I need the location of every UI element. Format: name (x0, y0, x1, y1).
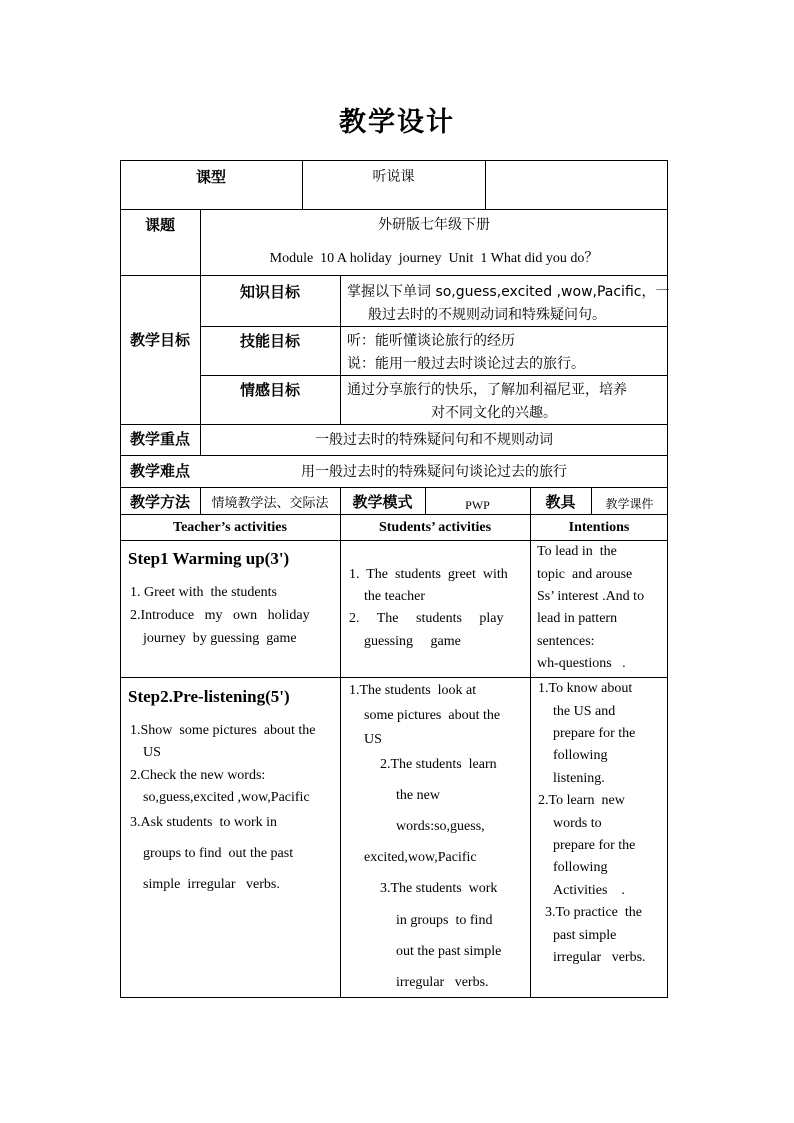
difficulty-value: 用一般过去时的特殊疑问句谈论过去的旅行 (301, 464, 567, 480)
step2-student-line: US (364, 732, 382, 747)
step1-intention-line: sentences: (537, 634, 595, 649)
course-type-value: 听说课 (372, 169, 415, 185)
step2-teacher-line: US (143, 745, 161, 760)
skill-goal-line-1: 听：能听懂谈论旅行的经历 (347, 333, 515, 349)
skill-goal-label: 技能目标 (239, 332, 300, 350)
step1-intention-line: Ss’ interest .And to (537, 589, 645, 604)
step1-intention-line: To lead in the (537, 544, 617, 559)
step2-student-line: out the past simple (396, 944, 502, 959)
method-value: 情境教学法、交际法 (211, 496, 329, 511)
tool-value: 教学课件 (605, 497, 654, 511)
objectives-label: 教学目标 (129, 331, 190, 349)
step1-intention-line: wh-questions . (537, 656, 626, 671)
step2-intention-line: following (553, 860, 608, 875)
step2-student-line: excited,wow,Pacific (364, 850, 477, 865)
step2-student-line: 2.The students learn (380, 757, 497, 772)
key-point-value: 一般过去时的特殊疑问句和不规则动词 (315, 432, 553, 448)
method-label: 教学方法 (129, 493, 190, 511)
mode-label: 教学模式 (352, 493, 413, 511)
step1-student-line: the teacher (364, 589, 426, 604)
step1-student-line: 2. The students play (349, 611, 504, 626)
key-point-label: 教学重点 (129, 430, 190, 448)
step1-intention-line: lead in pattern (537, 611, 618, 626)
step2-intention-line: following (553, 748, 608, 763)
col-divider (485, 160, 486, 209)
step1-intention-line: topic and arouse (537, 567, 633, 582)
col-divider (340, 487, 341, 998)
step2-teacher-line: groups to find out the past (143, 846, 294, 861)
step2-student-line: irregular verbs. (396, 975, 489, 990)
step2-intention-line: the US and (553, 704, 616, 719)
step1-student-line: 1. The students greet with (349, 567, 508, 582)
step2-intention-line: 1.To know about (538, 681, 633, 696)
step1-teacher-line: 1. Greet with the students (130, 585, 277, 600)
intentions-header: Intentions (568, 520, 630, 535)
step1-teacher-line: journey by guessing game (143, 631, 297, 646)
step2-intention-line: 2.To learn new (538, 793, 625, 808)
row-divider (120, 209, 668, 210)
col-divider (340, 275, 341, 424)
step2-title: Step2.Pre-listening(5') (128, 687, 290, 706)
emotion-goal-label: 情感目标 (239, 381, 300, 399)
tool-label: 教具 (545, 493, 576, 511)
step2-teacher-line: 1.Show some pictures about the (130, 723, 316, 738)
step2-intention-line: prepare for the (553, 838, 636, 853)
topic-line-2: Module 10 A holiday journey Unit 1 What did you do？ (269, 251, 599, 266)
step2-teacher-line: so,guess,excited ,wow,Pacific (143, 790, 310, 805)
row-divider (200, 375, 668, 376)
step2-student-line: 1.The students look at (349, 683, 477, 698)
emotion-goal-line-2: 对不同文化的兴趣。 (431, 405, 557, 421)
row-divider (200, 326, 668, 327)
course-type-label: 课型 (195, 168, 226, 186)
step2-teacher-line: simple irregular verbs. (143, 877, 280, 892)
step2-student-line: 3.The students work (380, 881, 498, 896)
mode-value: PWP (465, 498, 490, 512)
skill-goal-line-2: 说：能用一般过去时谈论过去的旅行。 (347, 356, 585, 372)
step2-student-line: some pictures about the (364, 708, 501, 723)
step2-teacher-line: 3.Ask students to work in (130, 815, 277, 830)
step2-intention-line: 3.To practice the (545, 905, 642, 920)
step2-intention-line: past simple (553, 928, 617, 943)
row-divider (120, 275, 668, 276)
step1-title: Step1 Warming up(3') (128, 549, 290, 568)
step2-student-line: words:so,guess, (396, 819, 485, 834)
topic-line-1: 外研版七年级下册 (378, 217, 490, 233)
knowledge-goal-label: 知识目标 (239, 283, 300, 301)
col-divider (530, 487, 531, 998)
difficulty-label: 教学难点 (129, 462, 190, 480)
step2-student-line: in groups to find (396, 913, 493, 928)
step2-student-line: the new (396, 788, 440, 803)
step2-intention-line: prepare for the (553, 726, 636, 741)
row-divider (120, 455, 668, 456)
step2-intention-line: listening. (553, 771, 605, 786)
step2-intention-line: irregular verbs. (553, 950, 646, 965)
knowledge-goal-line-2: 般过去时的不规则动词和特殊疑问句。 (368, 307, 606, 323)
step1-student-line: guessing game (364, 634, 461, 649)
step1-teacher-line: 2.Introduce my own holiday (130, 608, 310, 623)
students-activities-header: Students’ activities (378, 520, 492, 535)
knowledge-goal-line-1: 掌握以下单词 so,guess,excited ,wow,Pacific，一 (347, 284, 670, 300)
step2-teacher-line: 2.Check the new words: (130, 768, 266, 783)
page-title: 教学设计 (339, 107, 455, 138)
step2-intention-line: words to (553, 816, 602, 831)
row-divider (120, 487, 668, 488)
teacher-activities-header: Teacher’s activities (173, 520, 287, 535)
row-divider (120, 424, 668, 425)
emotion-goal-line-1: 通过分享旅行的快乐，了解加利福尼亚，培养 (347, 382, 627, 398)
step2-intention-line: Activities . (553, 883, 625, 898)
topic-label: 课题 (144, 216, 175, 234)
